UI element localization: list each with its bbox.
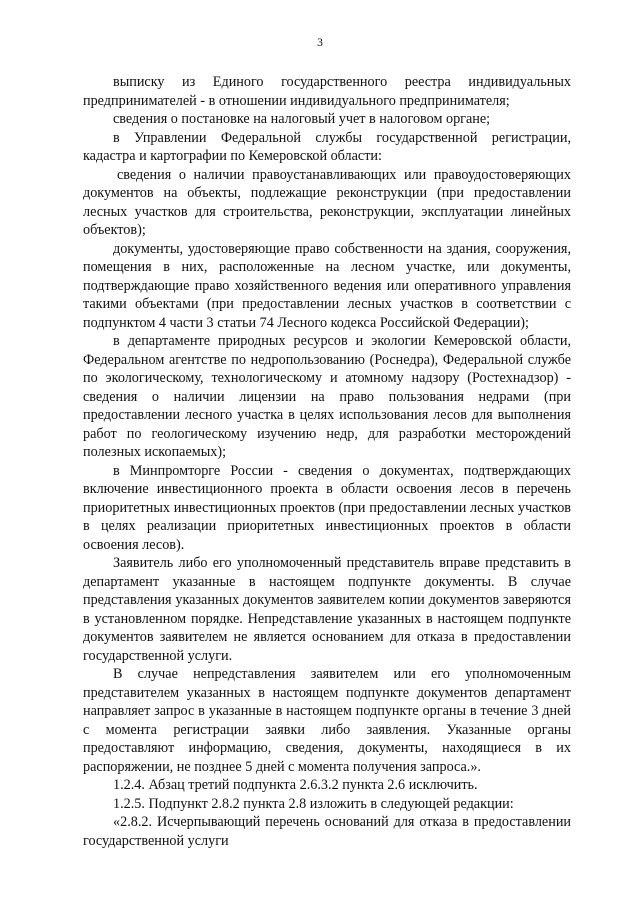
paragraph-tax-registration: сведения о постановке на налоговый учет в налоговом органе; <box>113 111 491 127</box>
paragraph-title-documents: сведения о наличии правоустанавливающих или правоудостоверяющих документов на объекты, подлежащие реконструкции (при предоставлении лесных участков для строительства, реконструкции, эксплуатации линейных объектов); <box>83 166 571 238</box>
paragraph-item-1-2-4: 1.2.4. Абзац третий подпункта 2.6.3.2 пункта 2.6 исключить. <box>113 777 478 793</box>
paragraph-ownership-documents: документы, удостоверяющие право собственности на здания, сооружения, помещения в них, расположенные на лесном участке, или документы, подтверждающие право хозяйственного ведения или оперативного управления такими объектами (при предоставлении лесных участков в соответствии с подпунктом 4 части 3 статьи 74 Лесного кодекса Российской Федерации); <box>83 240 571 331</box>
paragraph-individual-entrepreneurs-extract: выписку из Единого государственного реестра индивидуальных предпринимателей - в отношении индивидуального предпринимателя; <box>83 74 571 109</box>
document-body <box>83 73 571 850</box>
page-number: 3 <box>317 37 323 49</box>
paragraph-item-2-8-2: «2.8.2. Исчерпывающий перечень оснований для отказа в предоставлении государственной услуги <box>83 814 571 849</box>
paragraph-rosreestr-office: в Управлении Федеральной службы государственной регистрации, кадастра и картографии по Кемеровской области: <box>83 129 571 164</box>
paragraph-applicant-right: Заявитель либо его уполномоченный представитель вправе представить в департамент указанные в настоящем подпункте документы. В случае представления указанных документов заявителем копии документов заверяются в установленном порядке. Непредставление указанных в настоящем подпункте документов заявителем не является основанием для отказа в предоставлении государственной услуги. <box>83 555 571 664</box>
paragraph-minpromtorg: в Минпромторге России - сведения о документах, подтверждающих включение инвестиционного проекта в области освоения лесов в перечень приоритетных инвестиционных проектов (при предоставлении лесных участков в целях реализации приоритетных инвестиционных проектов в области освоения лесов). <box>83 462 571 553</box>
paragraph-item-1-2-5: 1.2.5. Подпункт 2.8.2 пункта 2.8 изложить в следующей редакции: <box>113 795 514 812</box>
paragraph-department-request: В случае непредставления заявителем или его уполномоченным представителем указанных в настоящем подпункте документов департамент направляет запрос в указанные в настоящем подпункте органы в течение 3 дней с момента регистрации заявки либо заявления. Указанные органы предоставляют информацию, сведения, документы, находящиеся в их распоряжении, не позднее 5 дней с момента получения запроса.». <box>83 666 571 775</box>
paragraph-natural-resources-department: в департаменте природных ресурсов и экологии Кемеровской области, Федеральном агентстве по недропользованию (Роснедра), Федеральной службе по экологическому, технологическому и атомному надзору (Ростехнадзор) - сведения о наличии лицензии на право пользования недрами (при предоставлении лесного участка в целях использования лесов для выполнения работ по геологическому изучению недр, для разработки месторождений полезных ископаемых); <box>83 333 571 460</box>
